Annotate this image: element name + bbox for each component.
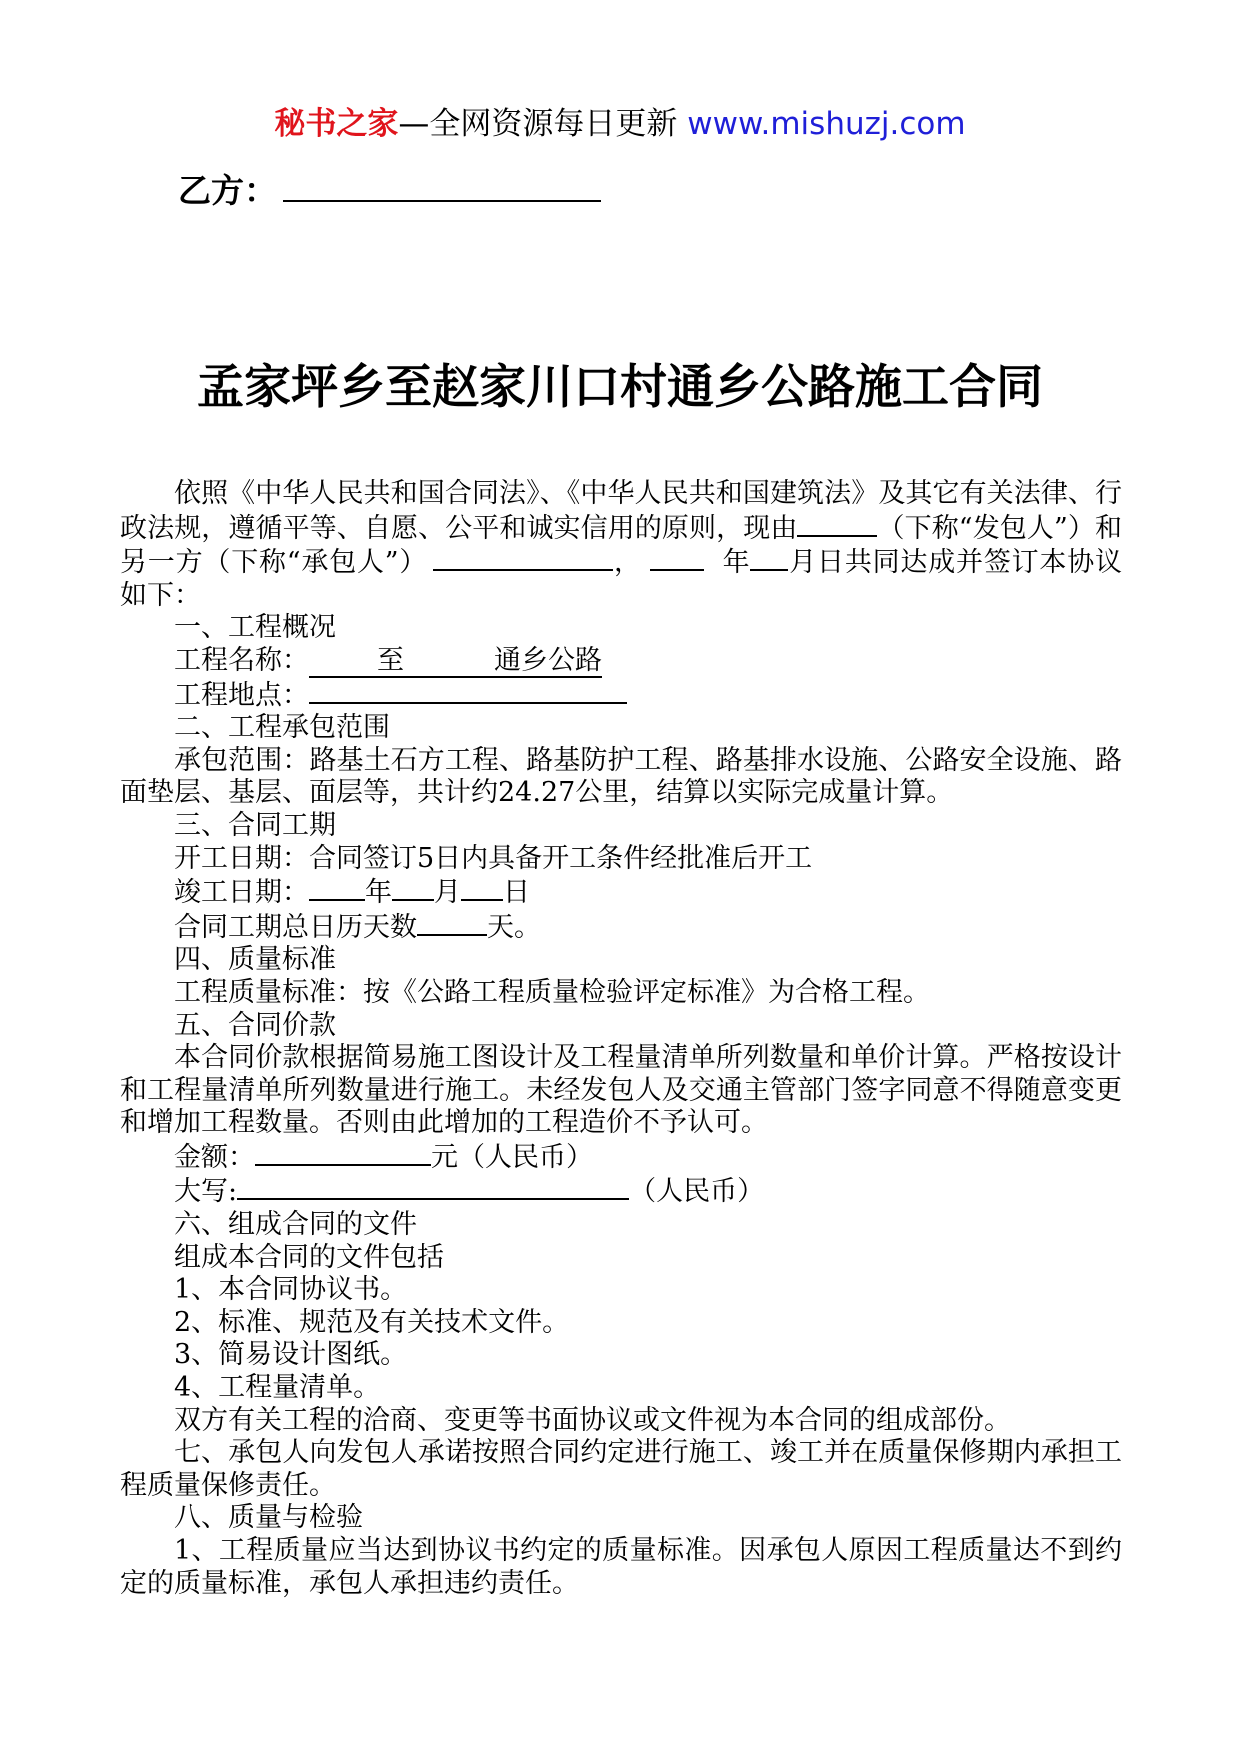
section-7-paragraph: 七、承包人向发包人承诺按照合同约定进行施工、竣工并在质量保修期内承担工程质量保修责任。 (120, 1437, 1122, 1501)
month-blank (750, 545, 788, 571)
section-4-heading: 四、质量标准 (174, 944, 336, 976)
project-site-blank (309, 678, 627, 704)
total-days-line (120, 910, 1122, 945)
intro-text-4: 年 (721, 547, 751, 579)
banner-brand: 秘书之家 (274, 106, 399, 142)
employer-blank (797, 511, 877, 537)
end-month-unit: 月 (434, 877, 461, 909)
start-date-line: 开工日期：合同签订5日内具备开工条件经批准后开工 (174, 842, 813, 874)
documents-item: 3、简易设计图纸。 (174, 1339, 408, 1371)
intro-text-3: ， (613, 547, 642, 579)
end-date-line (120, 875, 1122, 910)
intro-text-2: （下称“发包人”）和另一方（下称“承包人”） (120, 512, 1122, 579)
party-b-line (178, 168, 601, 214)
quality-standard-line: 工程质量标准：按《公路工程质量检验评定标准》为合格工程。 (174, 976, 930, 1008)
party-b-blank (283, 170, 601, 202)
capital-label: 大写: (174, 1176, 238, 1208)
end-month-blank (392, 875, 434, 901)
scope-paragraph: 承包范围：路基土石方工程、路基防护工程、路基排水设施、公路安全设施、路面垫层、基层、面层等，共计约24.27公里，结算以实际完成量计算。 (120, 744, 1122, 809)
contract-body (120, 478, 1122, 1600)
project-name-value (309, 645, 602, 678)
section-2-heading: 二、工程承包范围 (174, 712, 390, 744)
documents-item: 4、工程量清单。 (174, 1372, 381, 1404)
capital-amount-line (120, 1174, 1122, 1209)
banner-url[interactable]: www.mishuzj.com (687, 106, 966, 142)
documents-closing: 双方有关工程的洽商、变更等书面协议或文件视为本合同的组成部份。 (174, 1404, 1011, 1436)
intro-text-5: 月日共同达成并签订本协议如下： (120, 547, 1123, 611)
quality-inspection-paragraph: 1、工程质量应当达到协议书约定的质量标准。因承包人原因工程质量达不到约定的质量标准，承包人承担违约责任。 (120, 1535, 1122, 1599)
section-8-heading: 八、质量与检验 (174, 1502, 363, 1534)
end-day-blank (461, 875, 503, 901)
project-name-label: 工程名称： (174, 644, 309, 676)
contractor-blank (433, 545, 613, 571)
project-name-line (120, 645, 1122, 678)
intro-text-1: 依照《中华人民共和国合同法》、《中华人民共和国建筑法》及其它有关法律、行政法规，遵循平等、自愿、公平和诚实信用的原则，现由 (120, 478, 1122, 544)
year-blank (650, 545, 704, 571)
documents-intro: 组成本合同的文件包括 (174, 1241, 444, 1273)
project-site-line (120, 678, 1122, 713)
project-name-mid: 至 (377, 644, 404, 676)
documents-item: 1、本合同协议书。 (174, 1274, 408, 1306)
total-days-unit: 天。 (487, 911, 541, 943)
amount-blank (255, 1140, 431, 1166)
end-year-unit: 年 (365, 877, 392, 909)
section-1-heading: 一、工程概况 (174, 612, 336, 644)
section-6-heading: 六、组成合同的文件 (174, 1209, 417, 1241)
amount-unit: 元（人民币） (431, 1141, 593, 1173)
price-paragraph: 本合同价款根据简易施工图设计及工程量清单所列数量和单价计算。严格按设计和工程量清单所列数量进行施工。未经发包人及交通主管部门签字同意不得随意变更和增加工程数量。否则由此增加的工程造价不予认可。 (120, 1042, 1122, 1139)
intro-paragraph (120, 478, 1122, 612)
end-date-label: 竣工日期： (174, 877, 309, 909)
project-site-label: 工程地点： (174, 679, 309, 711)
site-banner (0, 102, 1240, 146)
section-3-heading: 三、合同工期 (174, 809, 336, 841)
amount-line (120, 1140, 1122, 1175)
section-5-heading: 五、合同价款 (174, 1009, 336, 1041)
total-days-blank (417, 910, 487, 936)
end-year-blank (309, 875, 365, 901)
documents-item: 2、标准、规范及有关技术文件。 (174, 1306, 570, 1338)
party-b-label: 乙方： (178, 171, 277, 210)
amount-label: 金额： (174, 1141, 255, 1173)
project-name-end: 通乡公路 (494, 644, 602, 676)
total-days-label: 合同工期总日历天数 (174, 911, 417, 943)
document-title: 孟家坪乡至赵家川口村通乡公路施工合同 (197, 360, 1043, 415)
end-day-unit: 日 (503, 877, 530, 909)
capital-blank (237, 1174, 629, 1200)
capital-unit: （人民币） (629, 1176, 765, 1208)
banner-tagline: —全网资源每日更新 (398, 106, 678, 142)
